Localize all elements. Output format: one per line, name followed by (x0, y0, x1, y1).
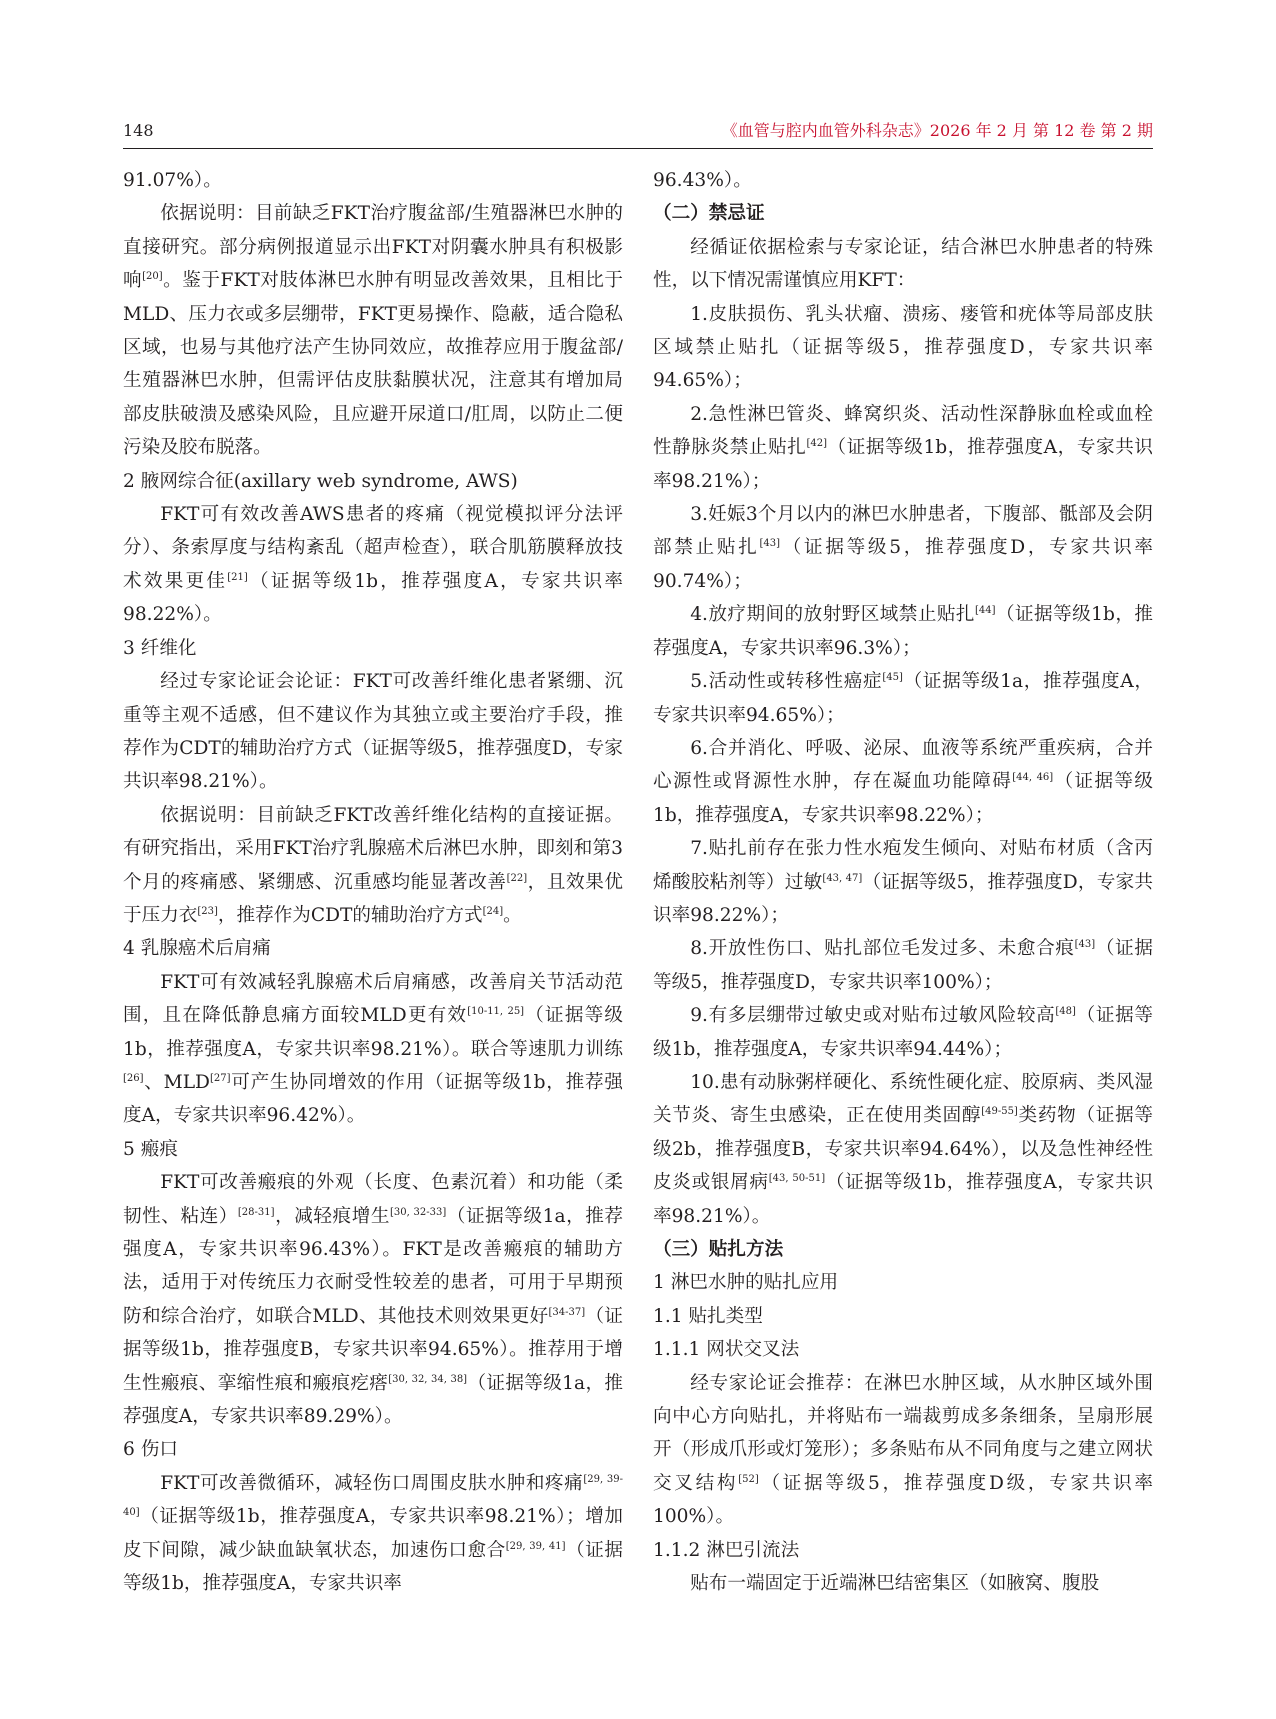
citation-ref: [30, 32-33] (390, 1206, 447, 1218)
citation-ref: [29, 39, 41] (505, 1540, 566, 1552)
text-run: 1.皮肤损伤、乳头状瘤、溃疡、瘘管和疣体等局部皮肤区域禁止贴扎（证据等级5，推荐强度D，专家共识率94.65%）； (653, 303, 1153, 392)
paragraph (123, 197, 623, 464)
citation-ref: [43] (759, 538, 781, 550)
paragraph (123, 966, 623, 1133)
text-run: 3.妊娠3个月以内的淋巴水肿患者，下腹部、骶部及会阴部禁止贴扎 (653, 504, 1153, 559)
paragraph (653, 398, 1153, 498)
text-run: 1.1.1 网状交叉法 (653, 1339, 800, 1361)
citation-ref: [43] (1074, 939, 1096, 951)
text-run: （证据等级1b，推荐强度A，专家共识率98.21%）。 (653, 1172, 1153, 1227)
citation-ref: [10-11, 25] (467, 1006, 525, 1018)
paragraph (653, 498, 1153, 598)
continued-text (653, 164, 1153, 197)
paragraph (653, 1567, 1153, 1600)
paragraph (653, 932, 1153, 999)
text-run: 6.合并消化、呼吸、泌尿、血液等系统严重疾病，合并心源性或肾源性水肿，存在凝血功能障碍 (653, 737, 1153, 793)
text-run: （证据等级1b，推荐强度A，专家共识率98.21%）。联合等速肌力训练 (123, 1005, 623, 1060)
text-run: 8.开放性伤口、贴扎部位毛发过多、未愈合痕 (690, 938, 1075, 960)
citation-ref: [43, 47] (822, 872, 863, 884)
paragraph (653, 999, 1153, 1066)
text-run: FKT可有效减轻乳腺癌术后肩痛感，改善肩关节活动范围，且在降低静息痛方面较MLD更有效 (123, 971, 623, 1027)
text-run: 经过专家论证会论证：FKT可改善纤维化患者紧绷、沉重等主观不适感，但不建议作为其独立或主要治疗手段，推荐作为CDT的辅助治疗方式（证据等级5，推荐强度D，专家共识率98.21%）。 (123, 671, 623, 793)
text-run: （证据等级1b，推荐强度A，专家共识率98.21%）；增加皮下间隙，减少缺血缺氧状态，加速伤口愈合 (123, 1506, 623, 1561)
text-run: （证据等级1b，推荐强度A，专家共识率94.44%）； (653, 1005, 1153, 1060)
text-run: 贴布一端固定于近端淋巴结密集区（如腋窝、腹股 (690, 1573, 1100, 1595)
text-run: 依据说明：目前缺乏FKT改善纤维化结构的直接证据。有研究指出，采用FKT治疗乳腺癌术后淋巴水肿，即刻和第3个月的疼痛感、紧绷感、沉重感均能显著改善 (123, 804, 623, 893)
section-heading (653, 1300, 1153, 1333)
text-run: FKT可改善微循环，减轻伤口周围皮肤水肿和疼痛 (160, 1472, 584, 1494)
text-run: 经专家论证会推荐：在淋巴水肿区域，从水肿区域外围向中心方向贴扎，并将贴布一端裁剪成多条细条，呈扇形展开（形成爪形或灯笼形）；多条贴布从不同角度与之建立网状交叉结构 (653, 1372, 1153, 1494)
section-heading (123, 632, 623, 665)
journal-citation: 《血管与腔内血管外科杂志》2026 年 2 月 第 12 卷 第 2 期 (721, 121, 1153, 140)
paragraph (653, 832, 1153, 932)
text-run: （证据等级5，推荐强度D级，专家共识率100%）。 (653, 1472, 1153, 1528)
text-run: 。鉴于FKT对肢体淋巴水肿有明显改善效果，且相比于MLD、压力衣或多层绷带，FKT更易操作、隐蔽，适合隐私区域，也易与其他疗法产生协同效应，故推荐应用于腹盆部/生殖器淋巴水肿，但需评估皮肤黏膜状况，注意其有增加局部皮肤破溃及感染风险，且应避开尿道口/肛周，以防止二便污染及胶布脱落。 (123, 270, 623, 459)
text-run: 7.贴扎前存在张力性水疱发生倾向、对贴布材质（含丙烯酸胶粘剂等）过敏 (653, 838, 1153, 893)
text-run: 9.有多层绷带过敏史或对贴布过敏风险较高 (690, 1005, 1056, 1027)
text-run: 5.活动性或转移性癌症 (690, 671, 883, 693)
citation-ref: [20] (142, 271, 163, 283)
text-run: 10.患有动脉粥样硬化、系统性硬化症、胶原病、类风湿关节炎、寄生虫感染，正在使用类固醇 (653, 1071, 1153, 1127)
text-run: （证据等级5，推荐强度D，专家共识率100%）； (653, 938, 1153, 993)
text-run: 6 伤口 (123, 1439, 178, 1461)
left-column (123, 164, 623, 1600)
citation-ref: [52] (738, 1473, 759, 1485)
citation-ref: [44] (974, 605, 996, 617)
paragraph (123, 799, 623, 933)
section-heading (653, 1266, 1153, 1299)
paragraph (653, 1066, 1153, 1233)
text-run: ，且效果优于压力衣 (123, 871, 623, 926)
citation-ref: [43, 50-51] (768, 1173, 826, 1185)
text-run: （证据等级1a，推荐强度A，专家共识率89.29%）。 (123, 1372, 623, 1428)
text-run: 2.急性淋巴管炎、蜂窝织炎、活动性深静脉血栓或血栓性静脉炎禁止贴扎 (653, 403, 1153, 459)
section-heading-bold (653, 197, 1153, 230)
text-run: （证据等级1a，推荐强度A，专家共识率94.65%）； (653, 671, 1154, 726)
right-column (653, 164, 1153, 1600)
section-heading (123, 1433, 623, 1466)
text-run: （证据等级1a，推荐强度A，专家共识率96.43%）。FKT是改善瘢痕的辅助方法，适用于对传统压力衣耐受性较差的患者，可用于早期预防和综合治疗，如联合MLD、其他技术则效果更好 (123, 1205, 623, 1327)
text-run: （证据等级5，推荐强度D，专家共识率90.74%）； (653, 537, 1153, 592)
paragraph (653, 732, 1153, 832)
text-run: FKT可改善瘢痕的外观（长度、色素沉着）和功能（柔韧性、粘连） (123, 1172, 623, 1227)
paragraph (653, 1367, 1153, 1534)
section-heading (123, 465, 623, 498)
citation-ref: [45] (882, 672, 903, 684)
text-run: （证据等级1b，推荐强度A，专家共识率98.21%）； (653, 437, 1153, 492)
citation-ref: [42] (806, 438, 827, 450)
paragraph (653, 298, 1153, 398)
paragraph (123, 1467, 623, 1601)
text-run: 4.放疗期间的放射野区域禁止贴扎 (690, 604, 975, 626)
paragraph (653, 231, 1153, 298)
citation-ref: [21] (227, 571, 248, 583)
text-run: （证据等级1b，推荐强度A，专家共识率98.22%）； (653, 771, 1153, 826)
section-heading (123, 932, 623, 965)
citation-ref: [44, 46] (1012, 772, 1054, 784)
citation-ref: [22] (506, 872, 528, 884)
section-heading (653, 1333, 1153, 1366)
page-header (123, 118, 1153, 144)
text-run: 3 纤维化 (123, 637, 197, 659)
text-run: 4 乳腺癌术后肩痛 (123, 938, 271, 960)
citation-ref: [27] (209, 1072, 231, 1084)
text-run: （证据等级1b，推荐强度A，专家共识率98.22%）。 (123, 570, 623, 626)
citation-ref: [29, 39-40] (123, 1473, 623, 1519)
paragraph (653, 598, 1153, 665)
text-run: 2 腋网综合征(axillary web syndrome, AWS) (123, 470, 518, 492)
text-run: 类药物（证据等级2b，推荐强度B，专家共识率94.64%），以及急性神经性皮炎或银屑病 (653, 1105, 1153, 1194)
text-run: （证据等级1b，推荐强度A，专家共识率96.3%）； (653, 604, 1153, 659)
citation-ref: [48] (1055, 1006, 1076, 1018)
text-run: 1.1 贴扎类型 (653, 1305, 763, 1327)
header-rule (123, 148, 1153, 149)
text-run: 可产生协同增效的作用（证据等级1b，推荐强度A，专家共识率96.42%）。 (123, 1071, 623, 1127)
citation-ref: [30, 32, 34, 38] (388, 1373, 468, 1385)
text-run: 5 瘢痕 (123, 1138, 178, 1160)
citation-ref: [28-31] (237, 1206, 275, 1218)
paragraph (123, 498, 623, 632)
text-run: （三）贴扎方法 (653, 1239, 784, 1260)
paragraph (653, 665, 1153, 732)
text-run: （二）禁忌证 (653, 203, 765, 225)
text-run: 1.1.2 淋巴引流法 (653, 1539, 800, 1561)
section-heading (123, 1133, 623, 1166)
citation-ref: [49-55] (981, 1106, 1018, 1118)
citation-ref: [26] (123, 1072, 144, 1084)
section-heading (653, 1534, 1153, 1567)
text-run: 1 淋巴水肿的贴扎应用 (653, 1272, 839, 1294)
text-run: FKT可有效改善AWS患者的疼痛（视觉模拟评分法评分）、条索厚度与结构紊乱（超声检查），联合肌筋膜释放技术效果更佳 (123, 504, 623, 592)
text-run: （证据等级1b，推荐强度B，专家共识率94.65%）。推荐用于增生性瘢痕、挛缩性痕和瘢痕疙瘩 (123, 1305, 623, 1394)
text-run: 。 (503, 904, 522, 926)
citation-ref: [23] (197, 905, 218, 917)
text-run: ，推荐作为CDT的辅助治疗方式 (217, 904, 483, 926)
text-run: （证据等级5，推荐强度D，专家共识率98.22%）； (653, 871, 1153, 926)
continued-text (123, 164, 623, 197)
citation-ref: [34-37] (548, 1306, 586, 1318)
page-number: 148 (123, 121, 154, 140)
text-run: 91.07%）。 (123, 170, 222, 191)
section-heading-bold (653, 1233, 1153, 1266)
text-run: （证据等级1b，推荐强度A，专家共识率 (123, 1539, 623, 1595)
paragraph (123, 1166, 623, 1433)
text-run: 96.43%）。 (653, 170, 752, 191)
text-run: 、MLD (143, 1071, 210, 1093)
text-run: ，减轻痕增生 (274, 1205, 391, 1227)
citation-ref: [24] (482, 905, 504, 917)
text-run: 依据说明：目前缺乏FKT治疗腹盆部/生殖器淋巴水肿的直接研究。部分病例报道显示出FKT对阴囊水肿具有积极影响 (123, 203, 623, 292)
text-run: 经循证依据检索与专家论证，结合淋巴水肿患者的特殊性，以下情况需谨慎应用KFT： (653, 236, 1153, 292)
paragraph (123, 665, 623, 799)
